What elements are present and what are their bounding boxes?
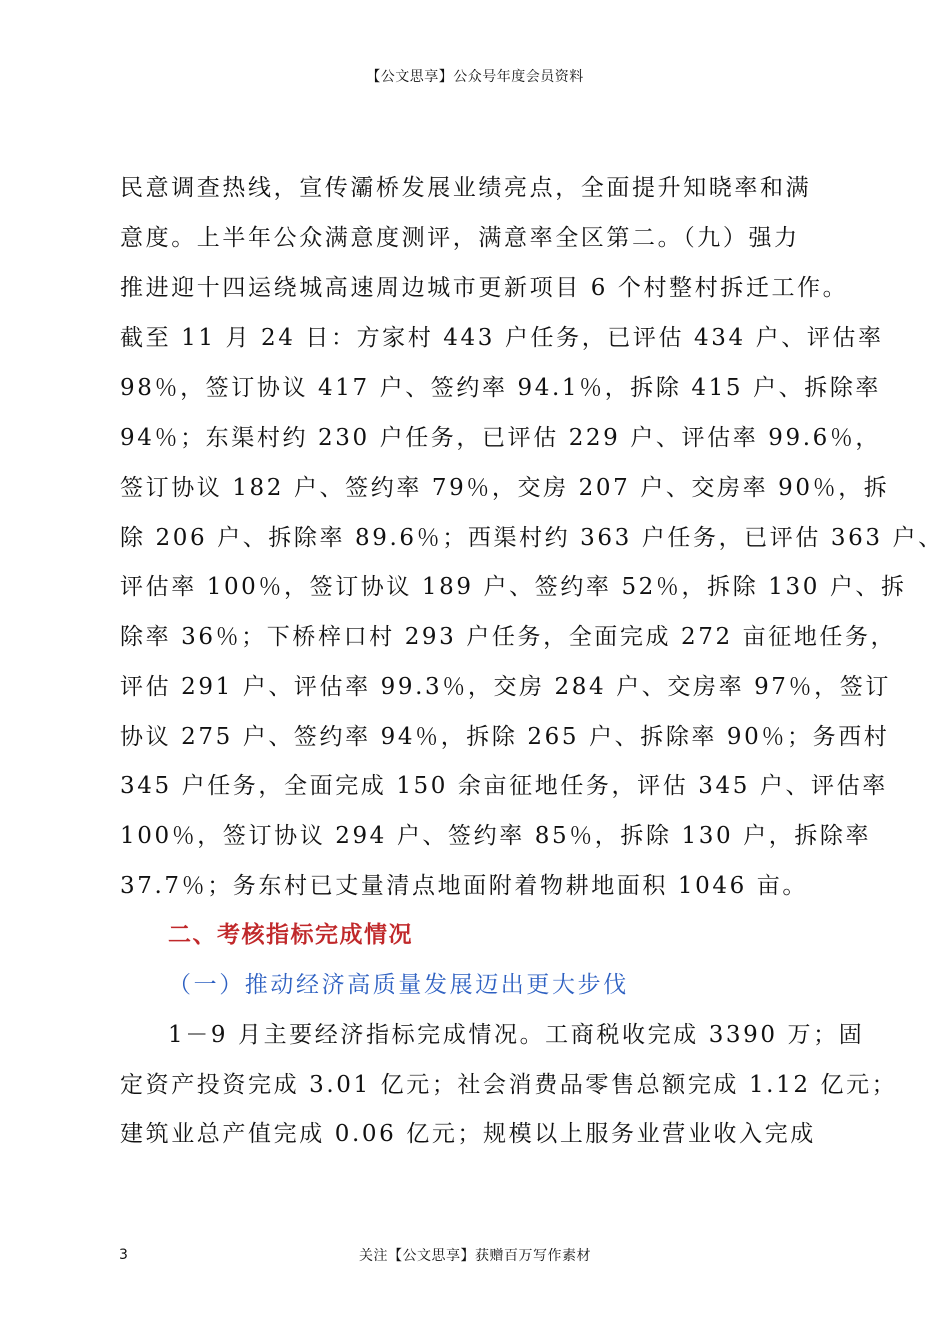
body-line: 意度。上半年公众满意度测评，满意率全区第二。（九）强力 <box>120 225 800 251</box>
body-line: 签订协议 182 户、签约率 79％，交房 207 户、交房率 90％，拆 <box>120 475 890 501</box>
body-line: 1－9 月主要经济指标完成情况。工商税收完成 3390 万；固 <box>168 1022 865 1048</box>
body-line: 建筑业总产值完成 0.06 亿元；规模以上服务业营业收入完成 <box>120 1121 816 1147</box>
body-line: 定资产投资完成 3.01 亿元；社会消费品零售总额完成 1.12 亿元； <box>120 1072 898 1098</box>
page-number: 3 <box>119 1247 128 1263</box>
body-line: 推进迎十四运绕城高速周边城市更新项目 6 个村整村拆迁工作。 <box>120 275 849 301</box>
body-line: 协议 275 户、签约率 94％，拆除 265 户、拆除率 90％；务西村 <box>120 724 890 750</box>
body-line: 评估率 100％，签订协议 189 户、签约率 52％，拆除 130 户、拆 <box>120 574 907 600</box>
body-line: 94％；东渠村约 230 户任务，已评估 229 户、评估率 99.6％， <box>120 425 882 451</box>
page-header: 【公文思享】公众号年度会员资料 <box>366 69 584 85</box>
body-line: 评估 291 户、评估率 99.3％，交房 284 户、交房率 97％，签订 <box>120 674 891 700</box>
body-line: 37.7％；务东村已丈量清点地面附着物耕地面积 1046 亩。 <box>120 873 808 899</box>
body-line: 345 户任务，全面完成 150 余亩征地任务，评估 345 户、评估率 <box>120 773 888 799</box>
body-line: 100％，签订协议 294 户、签约率 85％，拆除 130 户，拆除率 <box>120 823 872 849</box>
body-line: 除 206 户、拆除率 89.6％；西渠村约 363 户任务，已评估 363 户、 <box>120 525 944 551</box>
body-line: 除率 36％；下桥梓口村 293 户任务，全面完成 272 亩征地任务， <box>120 624 897 650</box>
body-line: 民意调查热线，宣传灞桥发展业绩亮点，全面提升知晓率和满 <box>120 175 812 201</box>
section-heading: 二、考核指标完成情况 <box>168 922 413 948</box>
body-line: 截至 11 月 24 日：方家村 443 户任务，已评估 434 户、评估率 <box>120 325 884 351</box>
body-line: 98％，签订协议 417 户、签约率 94.1％，拆除 415 户、拆除率 <box>120 375 882 401</box>
page-footer: 关注【公文思享】获赠百万写作素材 <box>359 1248 591 1264</box>
subsection-heading: （一）推动经济高质量发展迈出更大步伐 <box>168 972 629 998</box>
